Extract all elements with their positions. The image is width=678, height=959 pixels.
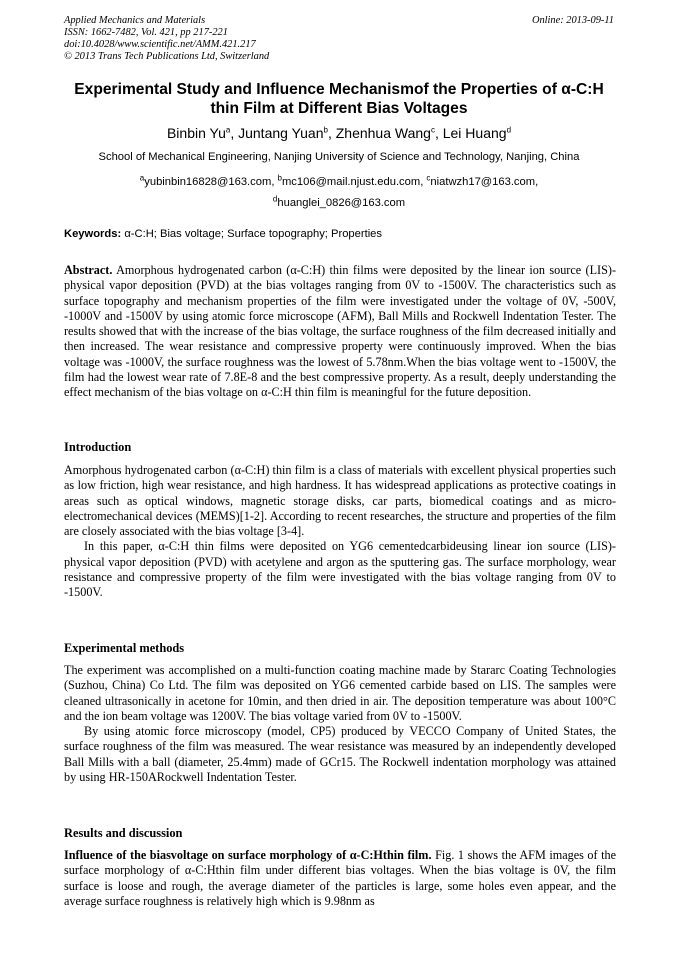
online-date: Online: 2013-09-11 bbox=[531, 15, 614, 26]
abstract-text: Amorphous hydrogenated carbon (α-C:H) thin films were deposited by the linear ion source (LIS)-physical vapor deposition (PVD) at the bias voltages ranging from 0V to -1500V. The characteristics such as surface topography and mechanism properties of the film were investigated under the voltage of 0V, -500V, -1000V and -1500V by using atomic force microscope (AFM), Ball Mills and Rockwell Indentation Tester. The results showed that with the increase of the bias voltage, the surface roughness of the film decreased initially and then increased. The wear resistance and compressive property were continuously improved. When the bias voltage was -1000V, the surface roughness was the lowest of 5.78nm.When the bias voltage went to -1500V, the film had the lowest wear rate of 7.8E-8 and the best compressive property. As a result, deeply understanding the effect mechanism of the bias voltage on α-C:H thin film is meaningful for the future deposition. bbox=[64, 263, 617, 400]
author-sup: d bbox=[506, 125, 512, 135]
author-name: Binbin Yu bbox=[166, 125, 226, 141]
email-sup: c bbox=[426, 173, 431, 183]
journal-name: Applied Mechanics and Materials bbox=[64, 15, 206, 26]
journal-header bbox=[64, 15, 269, 63]
author-name: Lei Huang bbox=[442, 125, 507, 141]
results-body bbox=[64, 848, 616, 909]
email-address[interactable]: huanglei_0826@163.com bbox=[277, 197, 406, 209]
results-text: Fig. 1 shows the AFM images of the surface morphology of α-C:Hthin film under different bias voltages. When the bias voltage is 0V, the film surface is loose and rough, the average diameter of the particles is large, some holes even appear, and the average surface roughness is relatively high which is 9.98nm as bbox=[64, 848, 617, 908]
paragraph: By using atomic force microscopy (model, CP5) produced by VECCO Company of United States, the surface roughness of the film was measured. The wear resistance was measured by an independently developed Ball Mills with a ball (diameter, 25.4mm) made of GCr15. The Rockwell indentation morphology was attained by using HR-150ARockwell Indentation Tester. bbox=[64, 724, 616, 785]
keywords-text: α-C:H; Bias voltage; Surface topography; Properties bbox=[124, 228, 383, 240]
author-name: Zhenhua Wang bbox=[335, 125, 431, 141]
email-list bbox=[54, 172, 624, 214]
paper-title bbox=[54, 80, 624, 118]
section-heading-introduction: Introduction bbox=[64, 440, 132, 454]
author-list: Binbin Yu$^a$, Juntang Yuan$^b$, Zhenhua Wang$^c$, Lei Huang$^d$ bbox=[166, 125, 512, 141]
email-address[interactable]: niatwzh17@163.com bbox=[430, 176, 536, 188]
paragraph: The experiment was accomplished on a multi-function coating machine made by Stararc Coating Technologies (Suzhou, China) Co Ltd. The film was deposited on YG6 cemented carbide based on LIS. The samples were cleaned ultrasonically in acetone for 10min, and then dried in air. The deposition temperature was about 100°C and the ion beam voltage was 1200V. The bias voltage varied from 0V to -1500V. bbox=[64, 663, 616, 723]
paragraph: In this paper, α-C:H thin films were deposited on YG6 cementedcarbideusing linear ion source (LIS)-physical vapor deposition (PVD) with acetylene and argon as the sputtering gas. The surface morphology, wear resistance and compressive property of the film were investigated with the bias voltage ranging from 0V to -1500V. bbox=[64, 539, 616, 600]
paragraph: Amorphous hydrogenated carbon (α-C:H) thin film is a class of materials with excellent physical properties such as low friction, high wear resistance, and high hardness. It has widespread applications as protective coatings in areas such as optical windows, magnetic storage disks, car parts, biomedical coatings and as micro-electromechanical devices (MEMS)[1-2]. According to recent researches, the structure and properties of the film are closely associated with the bias voltage [3-4]. bbox=[64, 463, 616, 539]
title-line-1: Experimental Study and Influence Mechanismof the Properties of α-C:H bbox=[74, 81, 604, 98]
methods-body bbox=[64, 663, 616, 785]
email-sup: d bbox=[272, 194, 278, 204]
subsection-lead: Influence of the biasvoltage on surface morphology of α-C:Hthin film. bbox=[64, 848, 432, 862]
email-sup: b bbox=[277, 173, 282, 183]
copyright-line: © 2013 Trans Tech Publications Ltd, Switzerland bbox=[64, 51, 270, 62]
email-address[interactable]: mc106@mail.njust.edu.com bbox=[281, 176, 421, 188]
author-sup: c bbox=[430, 125, 435, 135]
introduction-body bbox=[64, 463, 616, 601]
abstract bbox=[64, 263, 616, 401]
title-line-2: thin Film at Different Bias Voltages bbox=[210, 100, 468, 117]
keywords-label: Keywords: bbox=[64, 228, 122, 240]
abstract-label: Abstract. bbox=[64, 263, 113, 277]
doi-line: doi:10.4028/www.scientific.net/AMM.421.217 bbox=[64, 39, 256, 50]
author-sup: b bbox=[323, 125, 328, 135]
email-sup: a bbox=[139, 173, 145, 183]
email-address[interactable]: yubinbin16828@163.com bbox=[144, 176, 272, 188]
affiliation: School of Mechanical Engineering, Nanjing University of Science and Technology, Nanjing, China bbox=[98, 151, 580, 163]
author-sup: a bbox=[225, 125, 231, 135]
keywords bbox=[64, 227, 616, 241]
issn-line: ISSN: 1662-7482, Vol. 421, pp 217-221 bbox=[64, 27, 228, 38]
email-line-2 bbox=[54, 193, 624, 214]
section-heading-results: Results and discussion bbox=[64, 826, 183, 840]
author-name: Juntang Yuan bbox=[238, 125, 324, 141]
email-line-1: $^a$yubinbin16828@163.com, $^b$mc106@mail.njust.edu.com, $^c$niatwzh17@163.com, bbox=[139, 173, 539, 188]
section-heading-methods: Experimental methods bbox=[64, 641, 185, 655]
